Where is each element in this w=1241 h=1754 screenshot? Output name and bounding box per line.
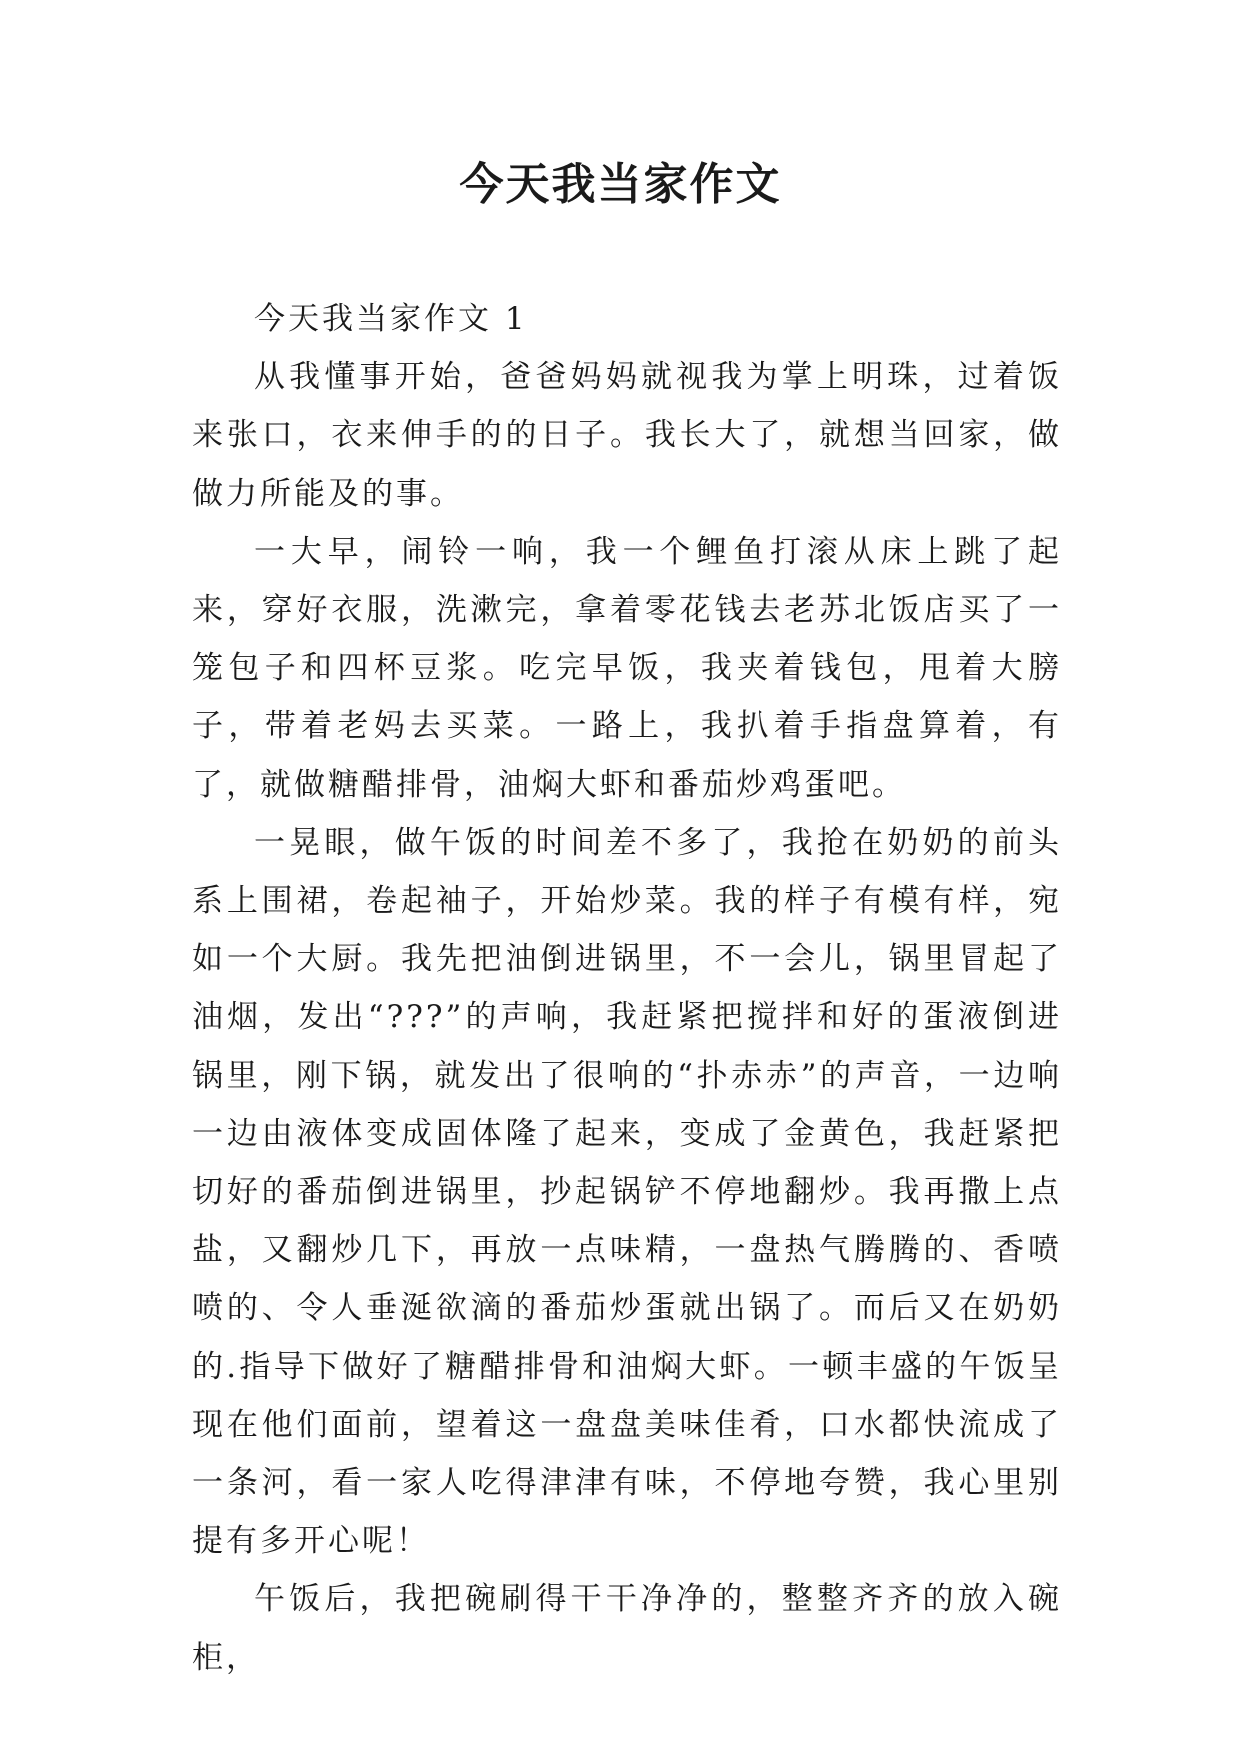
section-heading: 今天我当家作文 1 — [254, 301, 528, 337]
document-body — [192, 290, 1062, 1687]
paragraph-2: 一大早，闹铃一响，我一个鲤鱼打滚从床上跳了起来，穿好衣服，洗漱完，拿着零花钱去老苏北饭店买了一笼包子和四杯豆浆。吃完早饭，我夹着钱包，甩着大膀子，带着老妈去买菜。一路上，我扒着手指盘算着，有了，就做糖醋排骨，油焖大虾和番茄炒鸡蛋吧。 — [192, 533, 1062, 803]
paragraph-1: 从我懂事开始，爸爸妈妈就视我为掌上明珠，过着饭来张口，衣来伸手的的日子。我长大了，就想当回家，做做力所能及的事。 — [192, 359, 1062, 512]
paragraph-4: 午饭后，我把碗刷得干干净净的，整整齐齐的放入碗柜， — [192, 1581, 1062, 1676]
document-title: 今天我当家作文 — [459, 159, 782, 210]
paragraph-3: 一晃眼，做午饭的时间差不多了，我抢在奶奶的前头系上围裙，卷起袖子，开始炒菜。我的样子有模有样，宛如一个大厨。我先把油倒进锅里，不一会儿，锅里冒起了油烟，发出“???”的声响，我赶紧把搅拌和好的蛋液倒进锅里，刚下锅，就发出了很响的“扑赤赤”的声音，一边响一边由液体变成固体隆了起来，变成了金黄色，我赶紧把切好的番茄倒进锅里，抄起锅铲不停地翻炒。我再撒上点盐，又翻炒几下，再放一点味精，一盘热气腾腾的、香喷喷的、令人垂涎欲滴的番茄炒蛋就出锅了。而后又在奶奶的.指导下做好了糖醋排骨和油焖大虾。一顿丰盛的午饭呈现在他们面前，望着这一盘盘美味佳肴，口水都快流成了一条河，看一家人吃得津津有味，不停地夸赞，我心里别提有多开心呢！ — [192, 824, 1062, 1560]
